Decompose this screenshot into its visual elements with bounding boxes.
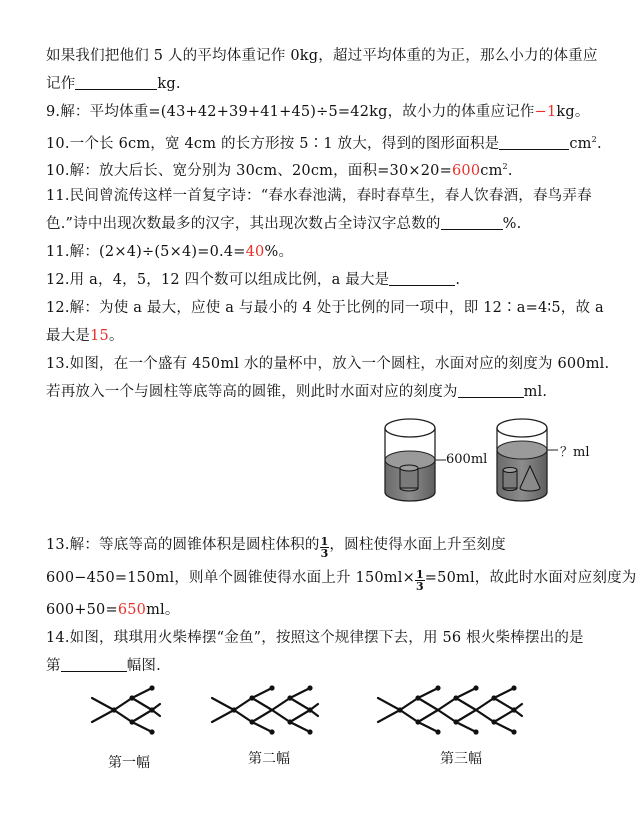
q11-text-line2: 色.”诗中出现次数最多的汉字，其出现次数占全诗汉字总数的 %.	[46, 216, 522, 232]
matchstick	[494, 688, 514, 698]
answer-blank[interactable]	[458, 383, 524, 398]
caption-figure-1: 第一幅	[108, 755, 150, 771]
caption-figure-3: 第三幅	[440, 751, 482, 767]
q8-text-line2: 记作 kg.	[46, 76, 181, 92]
fraction: $\frac{1}{3}$	[320, 535, 329, 560]
matchstick	[378, 698, 400, 710]
matchstick	[418, 698, 438, 710]
match-head	[511, 707, 516, 712]
matchstick	[212, 698, 234, 710]
answer-blank[interactable]	[61, 657, 127, 672]
matchstick	[272, 710, 290, 722]
matchstick	[418, 710, 438, 722]
q14-text-line2: 第 幅图.	[46, 658, 161, 674]
q9-solution: 9.解：平均体重=(43+42+39+41+45)÷5=42kg，故小力的体重应记作−1kg。	[46, 104, 590, 120]
matchstick	[290, 722, 310, 732]
match-head	[491, 719, 496, 724]
match-head	[473, 685, 478, 690]
matchstick	[114, 710, 132, 722]
matchstick	[494, 710, 514, 722]
match-head	[307, 729, 312, 734]
q11-solution: 11.解：(2×4)÷(5×4)=0.4=40%。	[46, 244, 294, 260]
matchstick	[456, 688, 476, 698]
matchstick	[114, 698, 132, 710]
matchstick	[418, 722, 438, 732]
q12-solution-line2: 最大是15。	[46, 328, 124, 344]
answer-value: 650	[117, 602, 147, 618]
matchstick	[272, 698, 290, 710]
matchstick	[456, 722, 476, 732]
match-head	[473, 729, 478, 734]
matchstick	[290, 688, 310, 698]
match-head	[435, 685, 440, 690]
matchstick	[252, 722, 272, 732]
matchstick	[132, 710, 152, 722]
matchstick	[494, 698, 514, 710]
match-head	[511, 729, 516, 734]
match-head	[307, 707, 312, 712]
cylinder-shape	[400, 465, 418, 491]
q12-text: 12.用 a，4，5，12 四个数可以组成比例，a 最大是 .	[46, 272, 461, 288]
cup1-scale-label: 600ml	[446, 452, 488, 467]
match-head	[307, 685, 312, 690]
matchstick	[310, 710, 318, 716]
matchstick	[438, 698, 456, 710]
match-head	[435, 729, 440, 734]
match-head	[231, 707, 236, 712]
cup-with-cylinder	[385, 419, 446, 501]
matchstick	[400, 710, 418, 722]
q13-solution-line3: 600+50=650ml。	[46, 602, 180, 618]
matchstick	[476, 710, 494, 722]
cup-with-cylinder-and-cone	[497, 419, 558, 501]
answer-value: 15	[90, 328, 109, 344]
matchstick	[456, 698, 476, 710]
answer-blank[interactable]	[499, 135, 569, 150]
matchstick	[152, 704, 160, 710]
answer-blank[interactable]	[75, 75, 157, 90]
q13-solution-line2: 600−450=150ml，则单个圆锥使得水面上升 150ml× $\frac{1}{3}$ =50ml，故此时水面对应刻度为	[46, 568, 637, 593]
answer-value: 40	[245, 244, 265, 260]
answer-blank[interactable]	[389, 271, 455, 286]
matchstick	[234, 698, 252, 710]
matchstick	[494, 722, 514, 732]
q13-solution-line1: 13.解：等底等高的圆锥体积是圆柱体积的 $\frac{1}{3}$ ，圆柱使得水面上升至刻度	[46, 535, 506, 560]
matchstick	[438, 710, 456, 722]
q10-text: 10.一个长 6cm，宽 4cm 的长方形按 5∶1 放大，得到的图形面积是 $cm^2$.	[46, 135, 602, 152]
cup2-scale-label: ？ml	[560, 445, 590, 460]
matchstick	[290, 698, 310, 710]
q12-solution-line1: 12.解：为使 a 最大，应使 a 与最小的 4 处于比例的同一项中，即 12∶a=4∶5，故 a	[46, 300, 604, 316]
match-head	[453, 719, 458, 724]
cone-shape	[520, 466, 540, 491]
match-head	[111, 707, 116, 712]
match-head	[415, 695, 420, 700]
match-head	[149, 685, 154, 690]
matchstick	[132, 722, 152, 732]
matchstick	[252, 688, 272, 698]
match-head	[249, 695, 254, 700]
matchstick	[252, 710, 272, 722]
matchstick	[378, 710, 400, 722]
matchstick	[92, 710, 114, 722]
matchstick	[234, 710, 252, 722]
matchstick	[132, 698, 152, 710]
match-head	[249, 719, 254, 724]
match-head	[269, 729, 274, 734]
matchstick	[400, 698, 418, 710]
matchstick	[476, 698, 494, 710]
cylinder-shape	[503, 468, 517, 491]
match-head	[453, 695, 458, 700]
matchstick	[92, 698, 114, 710]
caption-figure-2: 第二幅	[248, 751, 290, 767]
match-head	[149, 729, 154, 734]
match-head	[397, 707, 402, 712]
matchstick	[132, 688, 152, 698]
q11-text-line1: 11.民间曾流传这样一首复字诗：“春水春池满，春时春草生，春人饮春酒，春鸟弄春	[46, 188, 592, 204]
match-head	[511, 685, 516, 690]
match-head	[287, 695, 292, 700]
matchstick	[456, 710, 476, 722]
answer-blank[interactable]	[441, 215, 503, 230]
q8-text-line1: 如果我们把他们 5 人的平均体重记作 0kg，超过平均体重的为正，那么小力的体重应	[46, 48, 598, 64]
match-head	[415, 719, 420, 724]
matchstick	[514, 710, 522, 716]
match-head	[129, 695, 134, 700]
matchstick	[252, 698, 272, 710]
answer-value: −1	[534, 104, 557, 120]
matchstick	[152, 710, 160, 716]
match-head	[491, 695, 496, 700]
matchstick	[514, 704, 522, 710]
match-head	[149, 707, 154, 712]
matchstick	[418, 688, 438, 698]
answer-value: 600	[451, 163, 481, 179]
matchstick	[212, 710, 234, 722]
q10-solution: 10.解：放大后长、宽分别为 30cm、20cm，面积$=30\times 20=600cm^2$.	[46, 162, 513, 179]
matchstick	[290, 710, 310, 722]
match-head	[287, 719, 292, 724]
q13-text-line2: 若再放入一个与圆柱等底等高的圆锥，则此时水面对应的刻度为 ml.	[46, 384, 548, 400]
matchstick	[310, 704, 318, 710]
q14-text-line1: 14.如图，琪琪用火柴棒摆“金鱼”，按照这个规律摆下去，用 56 根火柴棒摆出的是	[46, 630, 584, 646]
match-head	[269, 685, 274, 690]
match-head	[129, 719, 134, 724]
q13-text-line1: 13.如图，在一个盛有 450ml 水的量杯中，放入一个圆柱，水面对应的刻度为 600ml.	[46, 356, 610, 372]
fraction: $\frac{1}{3}$	[415, 568, 424, 593]
